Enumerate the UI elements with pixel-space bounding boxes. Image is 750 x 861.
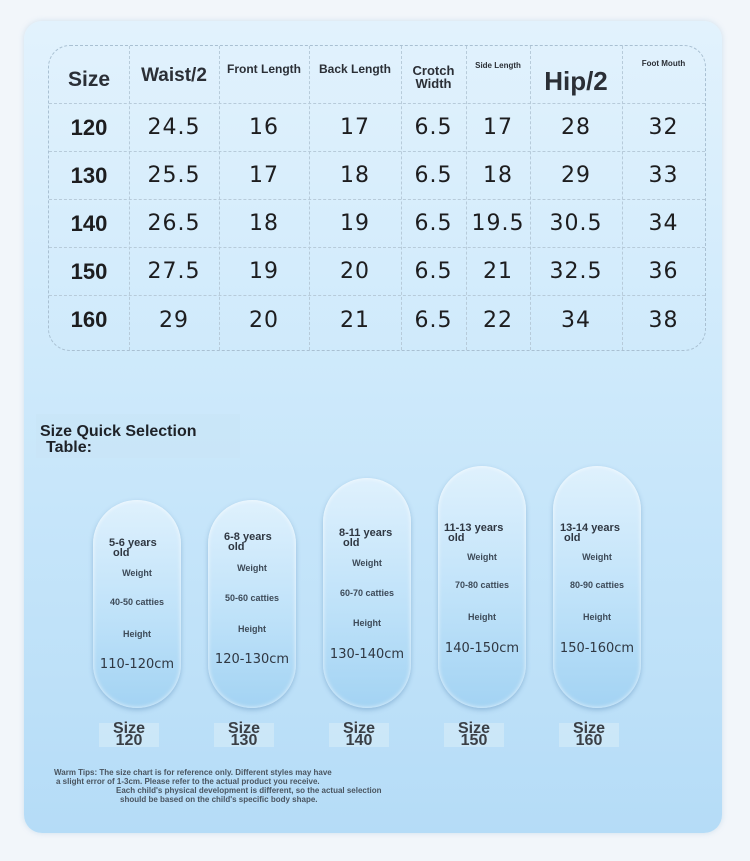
age-suffix: old (343, 537, 360, 549)
back-length-cell: 19 (340, 211, 370, 236)
age-suffix: old (228, 541, 245, 553)
weight-label: Weight (237, 563, 267, 573)
size-number: 140 (345, 732, 373, 749)
table-row (49, 296, 705, 344)
tips-line: a slight error of 1-3cm. Please refer to the actual product you receive. (56, 777, 320, 786)
weight-value: 60-70 catties (339, 588, 395, 598)
size-word: Size (572, 720, 605, 737)
size-word: Size (227, 720, 260, 737)
waist-cell: 26.5 (147, 211, 201, 236)
height-value: 110-120cm (99, 657, 175, 672)
size-number: 130 (230, 732, 258, 749)
age-suffix: old (113, 547, 130, 559)
weight-value: 70-80 catties (454, 580, 510, 590)
weight-label: Weight (352, 558, 382, 568)
age-line: 11-13 years (444, 522, 504, 534)
age-line: 8-11 years (339, 527, 393, 539)
crotch-width-cell: 6.5 (414, 115, 453, 140)
age-suffix: old (564, 532, 581, 544)
age-line: 6-8 years (224, 531, 272, 543)
age-range (109, 538, 157, 558)
warm-tips (50, 768, 710, 804)
weight-label: Weight (582, 552, 612, 562)
size-number: 160 (575, 732, 603, 749)
table-row (49, 104, 705, 152)
front-length-cell: 20 (249, 307, 279, 333)
height-label: Height (238, 624, 266, 634)
weight-value: 80-90 catties (569, 580, 625, 590)
size-card-160 (553, 466, 641, 708)
waist-cell: 24.5 (147, 115, 201, 140)
height-value: 130-140cm (329, 647, 405, 662)
size-word: Size (342, 720, 375, 737)
side-length-cell: 18 (483, 163, 513, 188)
foot-mouth-cell: 33 (648, 163, 679, 188)
age-line: 5-6 years (109, 537, 157, 549)
size-cell: 160 (70, 307, 108, 332)
size-cell: 130 (70, 162, 108, 188)
table-row (49, 248, 705, 296)
tips-line: Each child's physical development is different, so the actual selection (116, 786, 382, 795)
hip-cell: 32.5 (549, 259, 603, 284)
age-range (224, 532, 272, 552)
crotch-width-cell: 6.5 (414, 211, 453, 236)
back-length-cell: 18 (340, 163, 370, 188)
size-label-120 (99, 720, 159, 749)
crotch-width-cell: 6.5 (414, 307, 453, 333)
tips-line: Warm Tips: The size chart is for reference only. Different styles may have (54, 768, 332, 777)
front-length-cell: 19 (249, 259, 279, 284)
size-label-140 (329, 720, 389, 749)
side-length-cell: 21 (483, 259, 513, 284)
hip-cell: 28 (561, 115, 591, 140)
age-line: 13-14 years (560, 522, 620, 534)
side-length-cell: 17 (483, 115, 513, 140)
size-cell: 150 (70, 258, 108, 284)
table-header-row (49, 46, 705, 104)
waist-cell: 25.5 (147, 163, 201, 188)
header-front-length: Front Length (227, 62, 301, 76)
size-number: 150 (460, 732, 488, 749)
height-label: Height (583, 612, 611, 622)
header-waist: Waist/2 (141, 65, 207, 86)
front-length-cell: 18 (249, 211, 279, 236)
tips-line: should be based on the child's specific body shape. (120, 795, 318, 804)
size-card-120 (93, 500, 181, 708)
side-length-cell: 22 (483, 307, 513, 333)
crotch-width-cell: 6.5 (414, 259, 453, 284)
side-length-cell: 19.5 (471, 211, 525, 236)
size-cell: 120 (70, 114, 108, 140)
table-row (49, 152, 705, 200)
front-length-cell: 17 (249, 163, 279, 188)
back-length-cell: 21 (340, 307, 370, 333)
quick-selection-title-line1: Size Quick Selection (40, 423, 197, 440)
height-label: Height (468, 612, 496, 622)
size-number: 120 (115, 732, 143, 749)
weight-value: 40-50 catties (109, 597, 165, 607)
front-length-cell: 16 (249, 115, 279, 140)
table-row (49, 200, 705, 248)
foot-mouth-cell: 36 (648, 259, 679, 284)
height-value: 120-130cm (214, 652, 290, 667)
weight-label: Weight (122, 568, 152, 578)
size-label-150 (444, 720, 504, 749)
foot-mouth-cell: 34 (648, 211, 679, 236)
header-back-length: Back Length (318, 62, 391, 76)
header-side-length: Side Length (475, 61, 521, 70)
hip-cell: 29 (561, 163, 591, 188)
size-cell: 140 (70, 210, 108, 236)
height-label: Height (353, 618, 381, 628)
header-crotch-width: Crotch Width (412, 62, 455, 91)
header-foot-mouth: Foot Mouth (641, 59, 686, 68)
crotch-width-cell: 6.5 (414, 163, 453, 188)
hip-cell: 34 (561, 307, 591, 333)
foot-mouth-cell: 38 (648, 307, 679, 333)
age-range (339, 528, 392, 548)
height-label: Height (123, 629, 151, 639)
size-card-130 (208, 500, 296, 708)
age-range (444, 523, 503, 543)
size-card-150 (438, 466, 526, 708)
size-word: Size (112, 720, 145, 737)
hip-cell: 30.5 (549, 211, 603, 236)
weight-value: 50-60 catties (224, 593, 280, 603)
waist-cell: 29 (159, 307, 189, 333)
weight-label: Weight (467, 552, 497, 562)
size-card-140 (323, 478, 411, 708)
back-length-cell: 20 (340, 259, 370, 284)
size-label-130 (214, 720, 274, 749)
size-table (48, 45, 706, 351)
header-size: Size (67, 68, 111, 91)
quick-selection-title-line2: Table: (46, 439, 92, 456)
height-value: 150-160cm (559, 641, 635, 656)
header-hip: Hip/2 (544, 65, 608, 96)
age-range (560, 523, 620, 543)
back-length-cell: 17 (340, 115, 370, 140)
quick-selection-title (36, 414, 240, 458)
size-label-160 (559, 720, 619, 749)
waist-cell: 27.5 (147, 259, 201, 284)
foot-mouth-cell: 32 (648, 115, 679, 140)
age-suffix: old (448, 532, 465, 544)
height-value: 140-150cm (444, 641, 520, 656)
size-word: Size (457, 720, 490, 737)
